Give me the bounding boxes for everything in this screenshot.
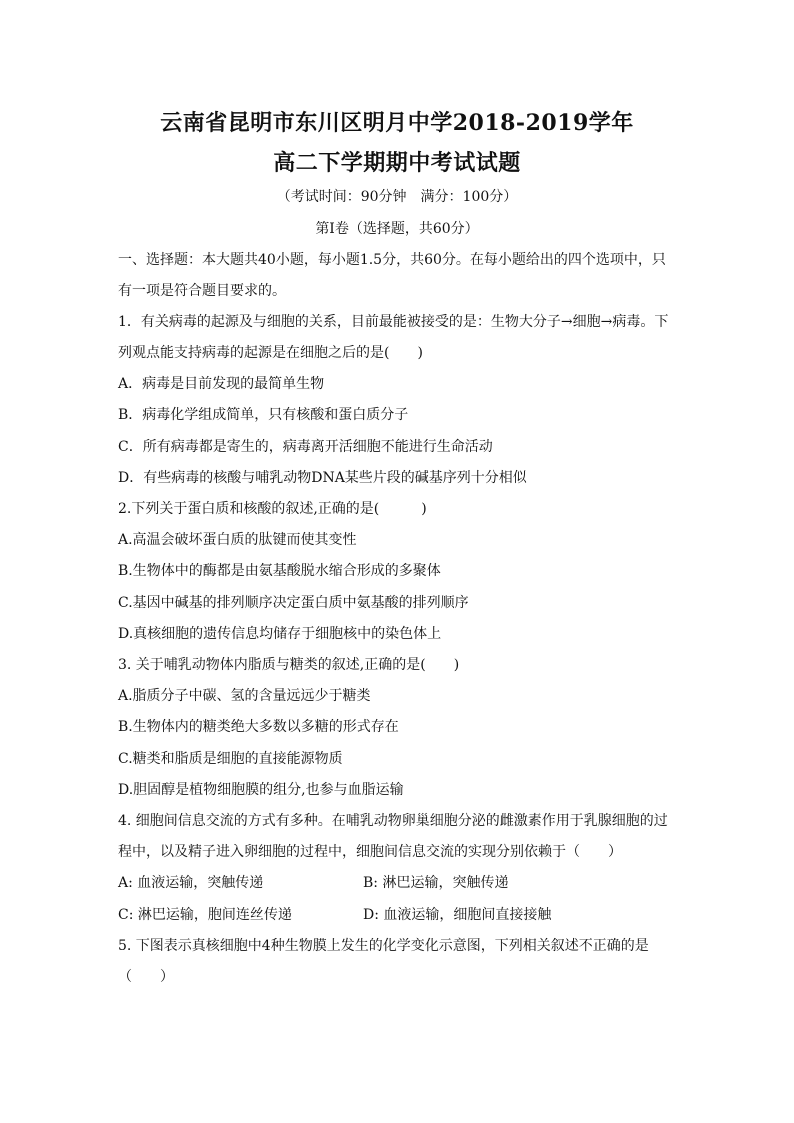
question-2-option-d: D.真核细胞的遗传信息均储存于细胞核中的染色体上 <box>118 626 442 642</box>
question-4-option-c: C: 淋巴运输，胞间连丝传递 <box>118 907 292 923</box>
question-1-option-a: A．病毒是目前发现的最简单生物 <box>118 376 325 392</box>
question-1-option-d: D．有些病毒的核酸与哺乳动物DNA某些片段的碱基序列十分相似 <box>118 470 527 486</box>
question-4-option-b: B: 淋巴运输，突触传递 <box>363 875 509 891</box>
question-1-option-b: B．病毒化学组成简单，只有核酸和蛋白质分子 <box>118 407 409 423</box>
question-4-stem-line-1: 4. 细胞间信息交流的方式有多种。在哺乳动物卵巢细胞分泌的雌激素作用于乳腺细胞的过 <box>118 813 668 829</box>
question-4-option-d: D: 血液运输，细胞间直接接触 <box>363 907 552 923</box>
question-1-stem-line-2: 列观点能支持病毒的起源是在细胞之后的是( ) <box>118 345 423 361</box>
instructions-line-1: 一、选择题：本大题共40小题，每小题1.5分，共60分。在每小题给出的四个选项中，只 <box>118 252 666 268</box>
section-title: 第Ⅰ卷（选择题，共60分） <box>315 221 479 237</box>
question-3-option-c: C.糖类和脂质是细胞的直接能源物质 <box>118 751 343 767</box>
question-3-option-d: D.胆固醇是植物细胞膜的组分,也参与血脂运输 <box>118 782 404 798</box>
exam-info: （考试时间：90分钟 满分：100分） <box>276 189 518 205</box>
question-2-stem: 2.下列关于蛋白质和核酸的叙述,正确的是( ) <box>118 501 427 517</box>
question-5-stem-line-1: 5. 下图表示真核细胞中4种生物膜上发生的化学变化示意图，下列相关叙述不正确的是 <box>118 938 649 954</box>
question-2-option-a: A.高温会破坏蛋白质的肽键而使其变性 <box>118 532 357 548</box>
instructions-line-2: 有一项是符合题目要求的。 <box>118 283 286 299</box>
title-line-2: 高二下学期期中考试试题 <box>273 150 521 176</box>
question-4-stem-line-2: 程中，以及精子进入卵细胞的过程中，细胞间信息交流的实现分别依赖于（ ） <box>118 844 622 860</box>
question-3-option-b: B.生物体内的糖类绝大多数以多糖的形式存在 <box>118 719 399 735</box>
question-1-option-c: C．所有病毒都是寄生的，病毒离开活细胞不能进行生命活动 <box>118 439 493 455</box>
question-3-stem: 3. 关于哺乳动物体内脂质与糖类的叙述,正确的是( ) <box>118 657 460 673</box>
question-5-stem-line-2: （ ） <box>118 969 174 985</box>
question-4-option-a: A: 血液运输，突触传递 <box>118 875 264 891</box>
question-2-option-b: B.生物体中的酶都是由氨基酸脱水缩合形成的多聚体 <box>118 563 441 579</box>
title-line-1: 云南省昆明市东川区明月中学2018-2019学年 <box>160 110 634 136</box>
question-2-option-c: C.基因中碱基的排列顺序决定蛋白质中氨基酸的排列顺序 <box>118 595 469 611</box>
question-3-option-a: A.脂质分子中碳、氢的含量远远少于糖类 <box>118 688 371 704</box>
question-1-stem-line-1: 1．有关病毒的起源及与细胞的关系，目前最能被接受的是：生物大分子→细胞→病毒。下 <box>118 314 669 330</box>
